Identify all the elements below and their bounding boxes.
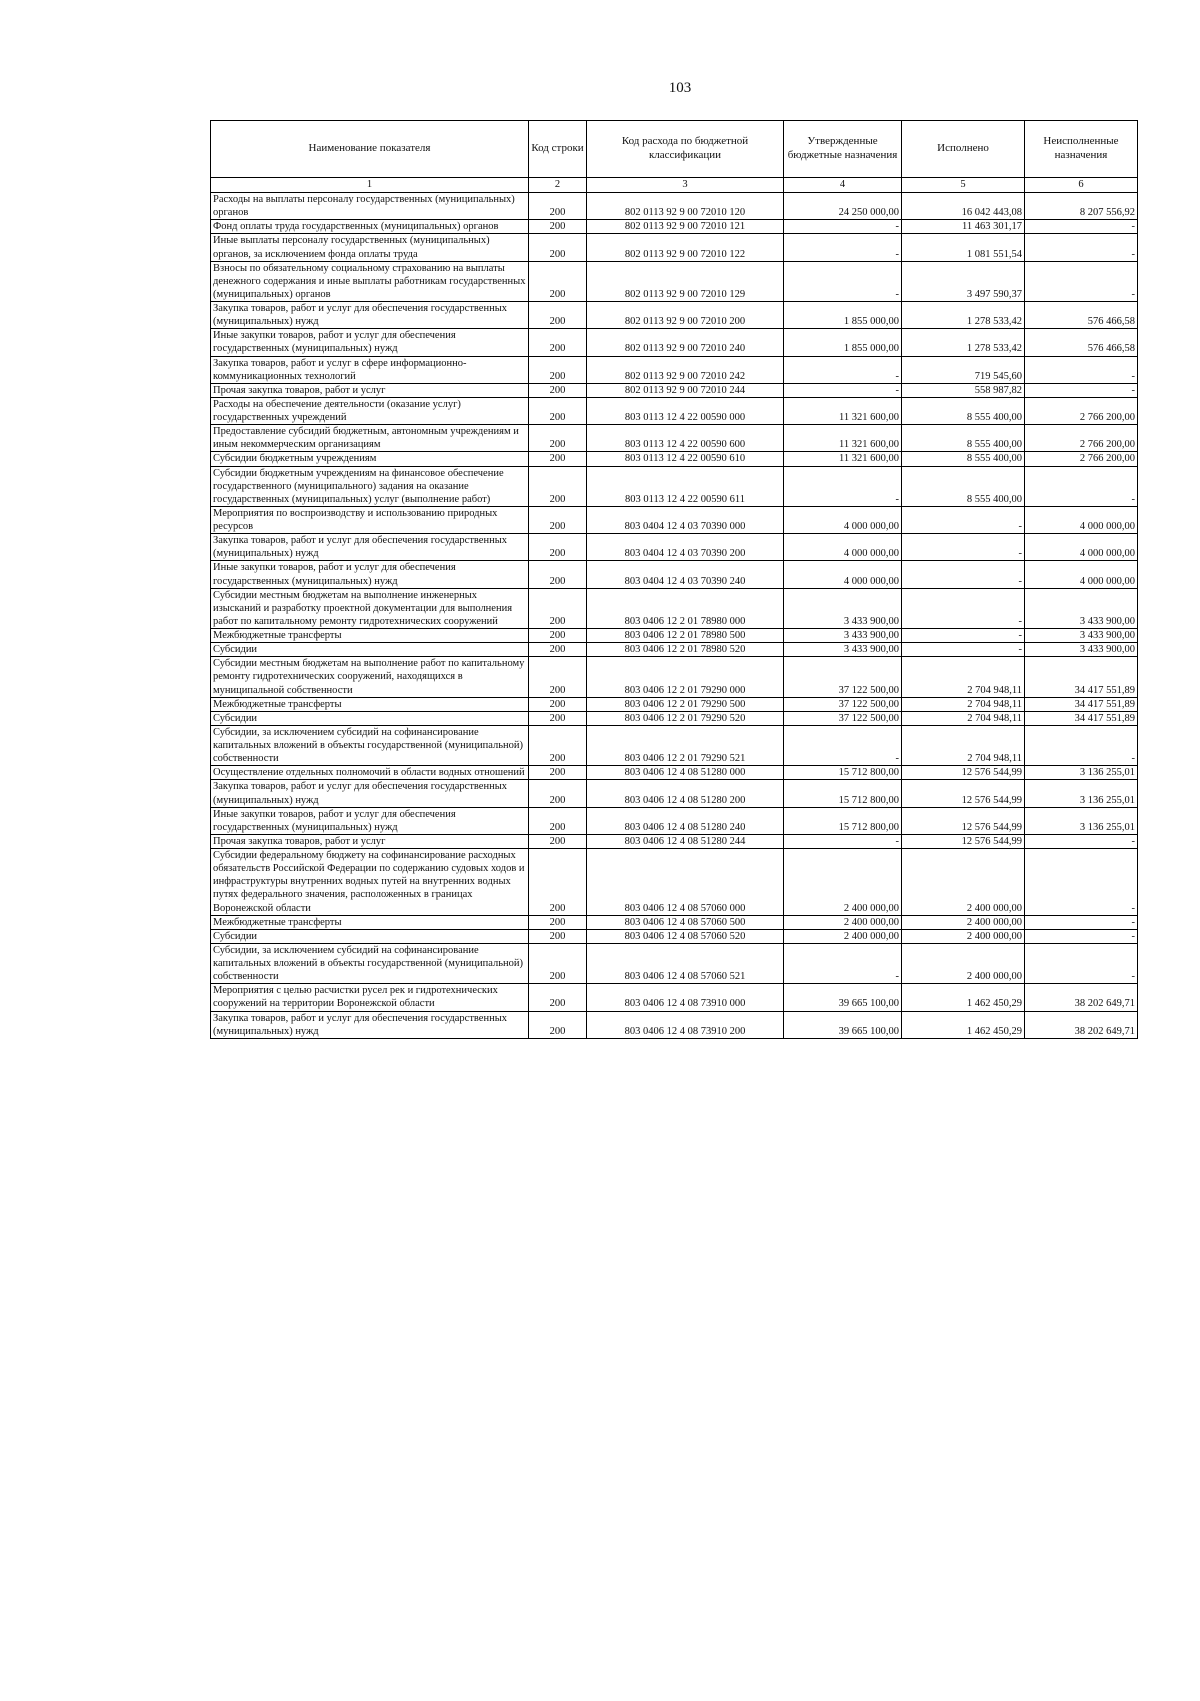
- row-name: Мероприятия с целью расчистки русел рек и гидротехнических сооружений на территории Воронежской области: [211, 984, 529, 1011]
- table-row: [211, 834, 1138, 848]
- row-code: 200: [529, 534, 587, 561]
- table-row: [211, 849, 1138, 916]
- row-unexecuted-amount: 3 136 255,01: [1025, 807, 1138, 834]
- table-row: [211, 466, 1138, 506]
- row-unexecuted-amount: 576 466,58: [1025, 302, 1138, 329]
- row-name: Расходы на выплаты персоналу государственных (муниципальных) органов: [211, 193, 529, 220]
- row-name: Закупка товаров, работ и услуг в сфере информационно-коммуникационных технологий: [211, 356, 529, 383]
- row-classification-code: 803 0406 12 4 08 57060 500: [587, 915, 784, 929]
- table-row: [211, 329, 1138, 356]
- row-unexecuted-amount: 4 000 000,00: [1025, 561, 1138, 588]
- table-row: [211, 234, 1138, 261]
- table-row: [211, 561, 1138, 588]
- row-classification-code: 803 0406 12 2 01 79290 520: [587, 711, 784, 725]
- table-body: [211, 193, 1138, 1039]
- row-code: 200: [529, 452, 587, 466]
- row-code: 200: [529, 984, 587, 1011]
- row-name: Субсидии бюджетным учреждениям на финансовое обеспечение государственного (муниципального) задания на оказание государственных (муниципальных) услуг (выполнение работ): [211, 466, 529, 506]
- table-row: [211, 356, 1138, 383]
- row-name: Расходы на обеспечение деятельности (оказание услуг) государственных учреждений: [211, 397, 529, 424]
- row-code: 200: [529, 629, 587, 643]
- row-code: 200: [529, 766, 587, 780]
- table-row: [211, 452, 1138, 466]
- row-approved-amount: -: [784, 466, 902, 506]
- table-row: [211, 943, 1138, 983]
- row-approved-amount: 1 855 000,00: [784, 329, 902, 356]
- row-unexecuted-amount: 3 433 900,00: [1025, 629, 1138, 643]
- table-row: [211, 425, 1138, 452]
- row-code: 200: [529, 711, 587, 725]
- row-classification-code: 802 0113 92 9 00 72010 240: [587, 329, 784, 356]
- row-name: Субсидии: [211, 929, 529, 943]
- row-name: Иные закупки товаров, работ и услуг для обеспечения государственных (муниципальных) нужд: [211, 807, 529, 834]
- row-code: 200: [529, 356, 587, 383]
- row-unexecuted-amount: 3 433 900,00: [1025, 588, 1138, 628]
- table-row: [211, 261, 1138, 301]
- row-approved-amount: -: [784, 725, 902, 765]
- row-unexecuted-amount: -: [1025, 261, 1138, 301]
- row-classification-code: 802 0113 92 9 00 72010 242: [587, 356, 784, 383]
- row-approved-amount: 2 400 000,00: [784, 915, 902, 929]
- table-row: [211, 1011, 1138, 1038]
- row-name: Субсидии, за исключением субсидий на софинансирование капитальных вложений в объекты государственной (муниципальной) собственности: [211, 725, 529, 765]
- row-approved-amount: 11 321 600,00: [784, 452, 902, 466]
- row-approved-amount: 39 665 100,00: [784, 984, 902, 1011]
- row-executed-amount: 3 497 590,37: [902, 261, 1025, 301]
- row-name: Закупка товаров, работ и услуг для обеспечения государственных (муниципальных) нужд: [211, 780, 529, 807]
- row-executed-amount: 16 042 443,08: [902, 193, 1025, 220]
- row-code: 200: [529, 657, 587, 697]
- table-row: [211, 193, 1138, 220]
- row-name: Прочая закупка товаров, работ и услуг: [211, 834, 529, 848]
- table-row: [211, 643, 1138, 657]
- row-classification-code: 803 0113 12 4 22 00590 611: [587, 466, 784, 506]
- row-approved-amount: 3 433 900,00: [784, 629, 902, 643]
- row-code: 200: [529, 234, 587, 261]
- row-name: Закупка товаров, работ и услуг для обеспечения государственных (муниципальных) нужд: [211, 1011, 529, 1038]
- row-approved-amount: 15 712 800,00: [784, 766, 902, 780]
- row-approved-amount: 3 433 900,00: [784, 588, 902, 628]
- row-code: 200: [529, 807, 587, 834]
- row-classification-code: 803 0404 12 4 03 70390 240: [587, 561, 784, 588]
- row-code: 200: [529, 302, 587, 329]
- row-name: Субсидии местным бюджетам на выполнение работ по капитальному ремонту гидротехнических сооружений, находящихся в муниципальной собственности: [211, 657, 529, 697]
- row-approved-amount: 15 712 800,00: [784, 780, 902, 807]
- row-unexecuted-amount: 3 433 900,00: [1025, 643, 1138, 657]
- row-code: 200: [529, 588, 587, 628]
- row-executed-amount: 1 278 533,42: [902, 329, 1025, 356]
- row-name: Субсидии, за исключением субсидий на софинансирование капитальных вложений в объекты государственной (муниципальной) собственности: [211, 943, 529, 983]
- header-approved: Утвержденные бюджетные назначения: [784, 121, 902, 178]
- row-unexecuted-amount: -: [1025, 834, 1138, 848]
- row-approved-amount: -: [784, 261, 902, 301]
- row-approved-amount: 24 250 000,00: [784, 193, 902, 220]
- column-number: 2: [529, 178, 587, 193]
- row-approved-amount: -: [784, 234, 902, 261]
- row-executed-amount: 2 704 948,11: [902, 657, 1025, 697]
- row-code: 200: [529, 383, 587, 397]
- header-row-code: Код строки: [529, 121, 587, 178]
- row-classification-code: 803 0406 12 4 08 57060 520: [587, 929, 784, 943]
- row-approved-amount: 11 321 600,00: [784, 397, 902, 424]
- table-row: [211, 629, 1138, 643]
- row-executed-amount: 12 576 544,99: [902, 834, 1025, 848]
- row-approved-amount: 3 433 900,00: [784, 643, 902, 657]
- row-code: 200: [529, 780, 587, 807]
- row-unexecuted-amount: -: [1025, 915, 1138, 929]
- row-classification-code: 803 0406 12 2 01 79290 500: [587, 697, 784, 711]
- row-approved-amount: 1 855 000,00: [784, 302, 902, 329]
- row-approved-amount: -: [784, 356, 902, 383]
- row-classification-code: 802 0113 92 9 00 72010 200: [587, 302, 784, 329]
- table-row: [211, 397, 1138, 424]
- row-classification-code: 803 0406 12 2 01 79290 000: [587, 657, 784, 697]
- row-code: 200: [529, 220, 587, 234]
- row-executed-amount: 2 704 948,11: [902, 711, 1025, 725]
- header-classification-code: Код расхода по бюджетной классификации: [587, 121, 784, 178]
- row-approved-amount: 2 400 000,00: [784, 849, 902, 916]
- row-classification-code: 803 0406 12 4 08 51280 244: [587, 834, 784, 848]
- row-executed-amount: 1 278 533,42: [902, 302, 1025, 329]
- row-approved-amount: -: [784, 220, 902, 234]
- table-row: [211, 725, 1138, 765]
- header-unexecuted: Неисполненные назначения: [1025, 121, 1138, 178]
- column-number: 6: [1025, 178, 1138, 193]
- row-code: 200: [529, 329, 587, 356]
- row-name: Закупка товаров, работ и услуг для обеспечения государственных (муниципальных) нужд: [211, 534, 529, 561]
- row-executed-amount: -: [902, 561, 1025, 588]
- row-code: 200: [529, 915, 587, 929]
- table-row: [211, 302, 1138, 329]
- row-executed-amount: 719 545,60: [902, 356, 1025, 383]
- row-code: 200: [529, 193, 587, 220]
- row-executed-amount: 11 463 301,17: [902, 220, 1025, 234]
- table-row: [211, 984, 1138, 1011]
- row-classification-code: 803 0113 12 4 22 00590 610: [587, 452, 784, 466]
- row-unexecuted-amount: -: [1025, 356, 1138, 383]
- row-unexecuted-amount: 2 766 200,00: [1025, 397, 1138, 424]
- row-classification-code: 803 0406 12 4 08 51280 240: [587, 807, 784, 834]
- row-executed-amount: 12 576 544,99: [902, 780, 1025, 807]
- row-name: Субсидии: [211, 643, 529, 657]
- column-number: 5: [902, 178, 1025, 193]
- row-classification-code: 803 0406 12 4 08 51280 000: [587, 766, 784, 780]
- row-executed-amount: -: [902, 588, 1025, 628]
- table-row: [211, 929, 1138, 943]
- table-row: [211, 915, 1138, 929]
- row-executed-amount: 12 576 544,99: [902, 766, 1025, 780]
- row-code: 200: [529, 425, 587, 452]
- row-executed-amount: 2 400 000,00: [902, 915, 1025, 929]
- row-code: 200: [529, 643, 587, 657]
- row-name: Субсидии бюджетным учреждениям: [211, 452, 529, 466]
- row-name: Предоставление субсидий бюджетным, автономным учреждениям и иным некоммерческим организациям: [211, 425, 529, 452]
- row-approved-amount: 11 321 600,00: [784, 425, 902, 452]
- row-code: 200: [529, 1011, 587, 1038]
- column-number: 4: [784, 178, 902, 193]
- row-classification-code: 803 0406 12 4 08 57060 000: [587, 849, 784, 916]
- row-approved-amount: 4 000 000,00: [784, 534, 902, 561]
- row-name: Межбюджетные трансферты: [211, 697, 529, 711]
- row-name: Межбюджетные трансферты: [211, 629, 529, 643]
- row-name: Межбюджетные трансферты: [211, 915, 529, 929]
- table-row: [211, 588, 1138, 628]
- row-code: 200: [529, 725, 587, 765]
- table-header-row: [211, 121, 1138, 178]
- row-executed-amount: 1 081 551,54: [902, 234, 1025, 261]
- row-executed-amount: 2 400 000,00: [902, 929, 1025, 943]
- row-name: Осуществление отдельных полномочий в области водных отношений: [211, 766, 529, 780]
- row-unexecuted-amount: 38 202 649,71: [1025, 984, 1138, 1011]
- row-executed-amount: 12 576 544,99: [902, 807, 1025, 834]
- row-unexecuted-amount: 576 466,58: [1025, 329, 1138, 356]
- row-unexecuted-amount: 38 202 649,71: [1025, 1011, 1138, 1038]
- table-row: [211, 807, 1138, 834]
- row-executed-amount: 2 704 948,11: [902, 697, 1025, 711]
- row-name: Субсидии местным бюджетам на выполнение инженерных изысканий и разработку проектной документации для выполнения работ по капитальному ремонту гидротехнических сооружений: [211, 588, 529, 628]
- row-name: Иные закупки товаров, работ и услуг для обеспечения государственных (муниципальных) нужд: [211, 561, 529, 588]
- table-row: [211, 220, 1138, 234]
- row-executed-amount: 2 400 000,00: [902, 943, 1025, 983]
- row-approved-amount: 4 000 000,00: [784, 561, 902, 588]
- row-executed-amount: -: [902, 534, 1025, 561]
- row-unexecuted-amount: -: [1025, 849, 1138, 916]
- row-classification-code: 802 0113 92 9 00 72010 122: [587, 234, 784, 261]
- table-row: [211, 697, 1138, 711]
- row-approved-amount: -: [784, 383, 902, 397]
- row-name: Иные выплаты персоналу государственных (муниципальных) органов, за исключением фонда оплаты труда: [211, 234, 529, 261]
- row-executed-amount: 558 987,82: [902, 383, 1025, 397]
- row-code: 200: [529, 397, 587, 424]
- row-unexecuted-amount: -: [1025, 234, 1138, 261]
- row-classification-code: 802 0113 92 9 00 72010 121: [587, 220, 784, 234]
- row-unexecuted-amount: -: [1025, 929, 1138, 943]
- row-name: Прочая закупка товаров, работ и услуг: [211, 383, 529, 397]
- row-executed-amount: 2 704 948,11: [902, 725, 1025, 765]
- row-classification-code: 803 0406 12 2 01 78980 000: [587, 588, 784, 628]
- row-classification-code: 803 0404 12 4 03 70390 200: [587, 534, 784, 561]
- row-approved-amount: 4 000 000,00: [784, 506, 902, 533]
- row-classification-code: 803 0406 12 4 08 73910 000: [587, 984, 784, 1011]
- row-classification-code: 803 0406 12 4 08 51280 200: [587, 780, 784, 807]
- row-code: 200: [529, 834, 587, 848]
- row-approved-amount: 37 122 500,00: [784, 657, 902, 697]
- row-unexecuted-amount: -: [1025, 725, 1138, 765]
- header-executed: Исполнено: [902, 121, 1025, 178]
- row-classification-code: 803 0113 12 4 22 00590 600: [587, 425, 784, 452]
- row-approved-amount: 39 665 100,00: [784, 1011, 902, 1038]
- row-code: 200: [529, 561, 587, 588]
- row-code: 200: [529, 506, 587, 533]
- row-name: Взносы по обязательному социальному страхованию на выплаты денежного содержания и иные выплаты работникам государственных (муниципальных) органов: [211, 261, 529, 301]
- table-row: [211, 383, 1138, 397]
- row-unexecuted-amount: 34 417 551,89: [1025, 657, 1138, 697]
- row-classification-code: 803 0406 12 4 08 73910 200: [587, 1011, 784, 1038]
- row-unexecuted-amount: 4 000 000,00: [1025, 506, 1138, 533]
- row-classification-code: 802 0113 92 9 00 72010 120: [587, 193, 784, 220]
- row-classification-code: 802 0113 92 9 00 72010 244: [587, 383, 784, 397]
- row-unexecuted-amount: -: [1025, 383, 1138, 397]
- row-unexecuted-amount: 4 000 000,00: [1025, 534, 1138, 561]
- row-code: 200: [529, 466, 587, 506]
- row-name: Субсидии: [211, 711, 529, 725]
- row-code: 200: [529, 929, 587, 943]
- row-unexecuted-amount: -: [1025, 943, 1138, 983]
- row-unexecuted-amount: 2 766 200,00: [1025, 425, 1138, 452]
- row-executed-amount: 8 555 400,00: [902, 452, 1025, 466]
- row-executed-amount: -: [902, 629, 1025, 643]
- row-classification-code: 803 0406 12 4 08 57060 521: [587, 943, 784, 983]
- row-approved-amount: 15 712 800,00: [784, 807, 902, 834]
- row-unexecuted-amount: 34 417 551,89: [1025, 697, 1138, 711]
- row-executed-amount: 1 462 450,29: [902, 984, 1025, 1011]
- table-column-numbers-row: [211, 178, 1138, 193]
- row-code: 200: [529, 261, 587, 301]
- row-executed-amount: -: [902, 643, 1025, 657]
- row-name: Закупка товаров, работ и услуг для обеспечения государственных (муниципальных) нужд: [211, 302, 529, 329]
- row-unexecuted-amount: -: [1025, 220, 1138, 234]
- row-code: 200: [529, 849, 587, 916]
- row-executed-amount: 8 555 400,00: [902, 397, 1025, 424]
- row-unexecuted-amount: 34 417 551,89: [1025, 711, 1138, 725]
- table-row: [211, 711, 1138, 725]
- row-approved-amount: -: [784, 943, 902, 983]
- row-unexecuted-amount: -: [1025, 466, 1138, 506]
- row-unexecuted-amount: 2 766 200,00: [1025, 452, 1138, 466]
- table-row: [211, 766, 1138, 780]
- row-approved-amount: 37 122 500,00: [784, 697, 902, 711]
- page-number: 103: [668, 80, 692, 96]
- column-number: 1: [211, 178, 529, 193]
- row-approved-amount: -: [784, 834, 902, 848]
- row-approved-amount: 37 122 500,00: [784, 711, 902, 725]
- row-unexecuted-amount: 8 207 556,92: [1025, 193, 1138, 220]
- row-classification-code: 803 0113 12 4 22 00590 000: [587, 397, 784, 424]
- row-name: Мероприятия по воспроизводству и использованию природных ресурсов: [211, 506, 529, 533]
- row-name: Фонд оплаты труда государственных (муниципальных) органов: [211, 220, 529, 234]
- row-name: Иные закупки товаров, работ и услуг для обеспечения государственных (муниципальных) нужд: [211, 329, 529, 356]
- row-unexecuted-amount: 3 136 255,01: [1025, 780, 1138, 807]
- row-classification-code: 803 0406 12 2 01 78980 520: [587, 643, 784, 657]
- row-classification-code: 802 0113 92 9 00 72010 129: [587, 261, 784, 301]
- row-executed-amount: 8 555 400,00: [902, 425, 1025, 452]
- header-indicator-name: Наименование показателя: [211, 121, 529, 178]
- row-classification-code: 803 0406 12 2 01 78980 500: [587, 629, 784, 643]
- row-executed-amount: 1 462 450,29: [902, 1011, 1025, 1038]
- row-code: 200: [529, 697, 587, 711]
- column-number: 3: [587, 178, 784, 193]
- row-classification-code: 803 0404 12 4 03 70390 000: [587, 506, 784, 533]
- row-name: Субсидии федеральному бюджету на софинансирование расходных обязательств Российской Федерации по содержанию судовых ходов и инфраструктуры внутренних водных путей на внутренних водных путях федерального значения, расположенных в границах Воронежской области: [211, 849, 529, 916]
- table-row: [211, 506, 1138, 533]
- table-row: [211, 780, 1138, 807]
- table-row: [211, 657, 1138, 697]
- row-approved-amount: 2 400 000,00: [784, 929, 902, 943]
- row-executed-amount: 2 400 000,00: [902, 849, 1025, 916]
- row-executed-amount: 8 555 400,00: [902, 466, 1025, 506]
- row-executed-amount: -: [902, 506, 1025, 533]
- row-classification-code: 803 0406 12 2 01 79290 521: [587, 725, 784, 765]
- table-row: [211, 534, 1138, 561]
- row-code: 200: [529, 943, 587, 983]
- budget-execution-table: [210, 120, 1138, 1039]
- row-unexecuted-amount: 3 136 255,01: [1025, 766, 1138, 780]
